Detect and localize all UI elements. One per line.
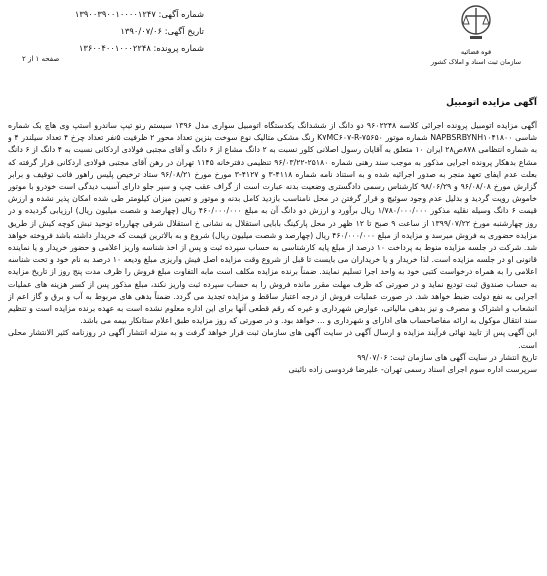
- ad-title: آگهی مزایده اتومبیل: [446, 98, 537, 108]
- publication-note: این آگهی پس از تایید نهائی فرآیند مزایده و ارسال آگهی در سایت آگهی های سازمان ثبت قرار خواهد گرفت و به منزله انتشار آگهی در روزنامه کثیر الانتشار محلی است.: [8, 328, 537, 350]
- page-indicator: صفحه ۱ از ۲: [22, 55, 60, 63]
- logo-caption: قوه قضائیه: [460, 48, 492, 56]
- ad-number: شماره آگهی: ۱۳۹۰۰۳۹۰۰۱۰۰۰۰۱۲۴۷: [74, 9, 204, 19]
- ad-body: [8, 120, 537, 572]
- emblem-icon: [456, 2, 496, 46]
- ad-date: تاریخ آگهی: ۱۳۹۰/۰۷/۰۶: [120, 26, 204, 36]
- ad-metadata: [8, 6, 204, 57]
- signatory: سرپرست اداره سوم اجرای اسناد رسمی تهران- علیرضا فردوسی زاده نائینی: [288, 365, 537, 375]
- organization-name: سازمان ثبت اسناد و املاک کشور: [430, 58, 522, 66]
- publication-date: تاریخ انتشار در سایت آگهی های سازمان ثبت: ۹۹/۰۷/۰۶: [357, 352, 537, 362]
- ad-main-paragraph: آگهی مزایده اتومبیل پرونده اجرائی کلاسه ۹۶۰۲۲۴۸ دو دانگ از ششدانگ یکدستگاه اتومبیل سواری مدل ۱۳۹۶ سیستم رنو تیپ ساندرو استپ وی هاچ بک شماره شاسی NAPBSRBYNH۱۰۴۱۸۰۰ شماره موتور K۷MC۶۰۷-R-۷۵۶۵۰ رنگ مشکی متالیک نوع سوخت بنزین تعداد محور ۲ ظرفیت ۵نفر تعداد چرخ ۴ تعداد سیلندر ۴ و به شماره انتظامی ۸۷۸ص۲۸ ایران ۱۰ متعلق به آقایان رسول اصلانی کلور نسبت به ۲ دانگ مشاع از ۶ دانگ و آقای مجتبی فولادی اردکانی نسبت به ۴ دانگ از ۶ دانگ مشاع بدهکار پرونده اجرایی مذکور به موجب سند رهنی شماره ۲۵۱۸۰-۹۶/۰۳/۲۲ تنظیمی دفترخانه ۱۱۴۵ تهران در رهن آقای مجتبی فولادی اردکانی قرار گرفته که بعلت عدم ایفای تعهد منجر به صدور اجرائیه شده و به استناد نامه شماره ۴۱۱۸-۳ و ۴۱۲۷-۳ مورخ مورخ ۹۶/۰۸/۲۱ ستاد ترخیص پلیس راهور فاتب توقیف و برابر گزارش مورخ ۹۶/۰۸/۰۸ و ۹۸/۰۶/۲۹ کارشناس رسمی دادگستری وضعیت بدنه عبارت است از گراف عقب چپ و سپر جلو دارای آسیب دیدگی است خودرو با موتور خاموش رویت گردید و بدلیل عدم وجود سوئیچ و قرار گرفتن در محل نامناسب بازدید کامل بدنه و موتور و تعیین میزان کیلومتر طی شده امکان پذیر نشده و ارزش قیمت ۶ دانگ وسیله نقلیه مذکور ۱/۷۸۰/۰۰۰/۰۰۰ ریال برآورد و ارزش دو دانگ آن به مبلغ ۴۶۰/۰۰۰/۰۰۰ ریال (چهارصد و شصت میلیون ریال) ارزیابی گردیده و در روز چهارشنبه مورخ ۱۳۹۹/۰۷/۲۲ از ساعت ۹ صبح تا ۱۲ ظهر در محل پارکینگ بابایی استقلال به نشانی خ استقلال شرقی چهارراه توحید نبش کوچه کیش از طریق مزایده حضوری به فروش میرسد و مزایده از مبلغ ۴۶۰/۰۰۰/۰۰۰ ریال (چهارصد و شصت میلیون ریال) شروع و به بالاترین قیمت که خریدار داشته باشد فروخته خواهد شد. شرکت در جلسه مزایده منوط به پرداخت ۱۰ درصد از مبلغ پایه کارشناسی به حساب سپرده ثبت و پس از اخذ شناسه واریز اعلامی و حضور خریدار و یا نماینده قانونی او در جلسه مزایده است. لذا خریدار و یا خریداران می بایست تا قبل از شروع وقت مزایده اصل فیش واریزی مبلغ ودیعه ۱۰ درصد به نام خود و تحت شناسه اعلامی را به همراه درخواست کتبی خود به واحد اجرا تسلیم نمایند. ضمناً برنده مزایده مکلف است مابه التفاوت مبلغ فروش را ظرف مدت پنج روز از تاریخ مزایده به حساب صندوق ثبت تودیع نماید و در صورتی که ظرف مهلت مقرر مانده فروش را به حساب سپرده ثبت واریز نکند، مبلغ مذکور پس از کسر هزینه های عملیات اجرایی به نفع دولت ضبط خواهد شد. در صورت عملیات فروش از درجه اعتبار ساقط و مزایده تجدید می گردد. ضمناً بدهی های مربوط به آب و برق و گاز اعم از انشعاب و اشتراک و مصرف و نیز بدهی مالیاتی، عوارض شهرداری و غیره که رقم قطعی آنها برای این اداره معلوم نشده است به عهده برنده مزایده است و تنظیم سند انتقال موکول به ارائه مفاصاحساب های ادارای و شهرداری و ... خواهد بود. و در صورتی که روز مزایده طبق اعلام ستانکار بیمه می باشد.: [8, 121, 537, 326]
- org-logo: [410, 2, 542, 74]
- file-number: شماره پرونده: ۱۳۶۰۰۴۰۰۱۰۰۰۲۲۴۸: [78, 43, 204, 53]
